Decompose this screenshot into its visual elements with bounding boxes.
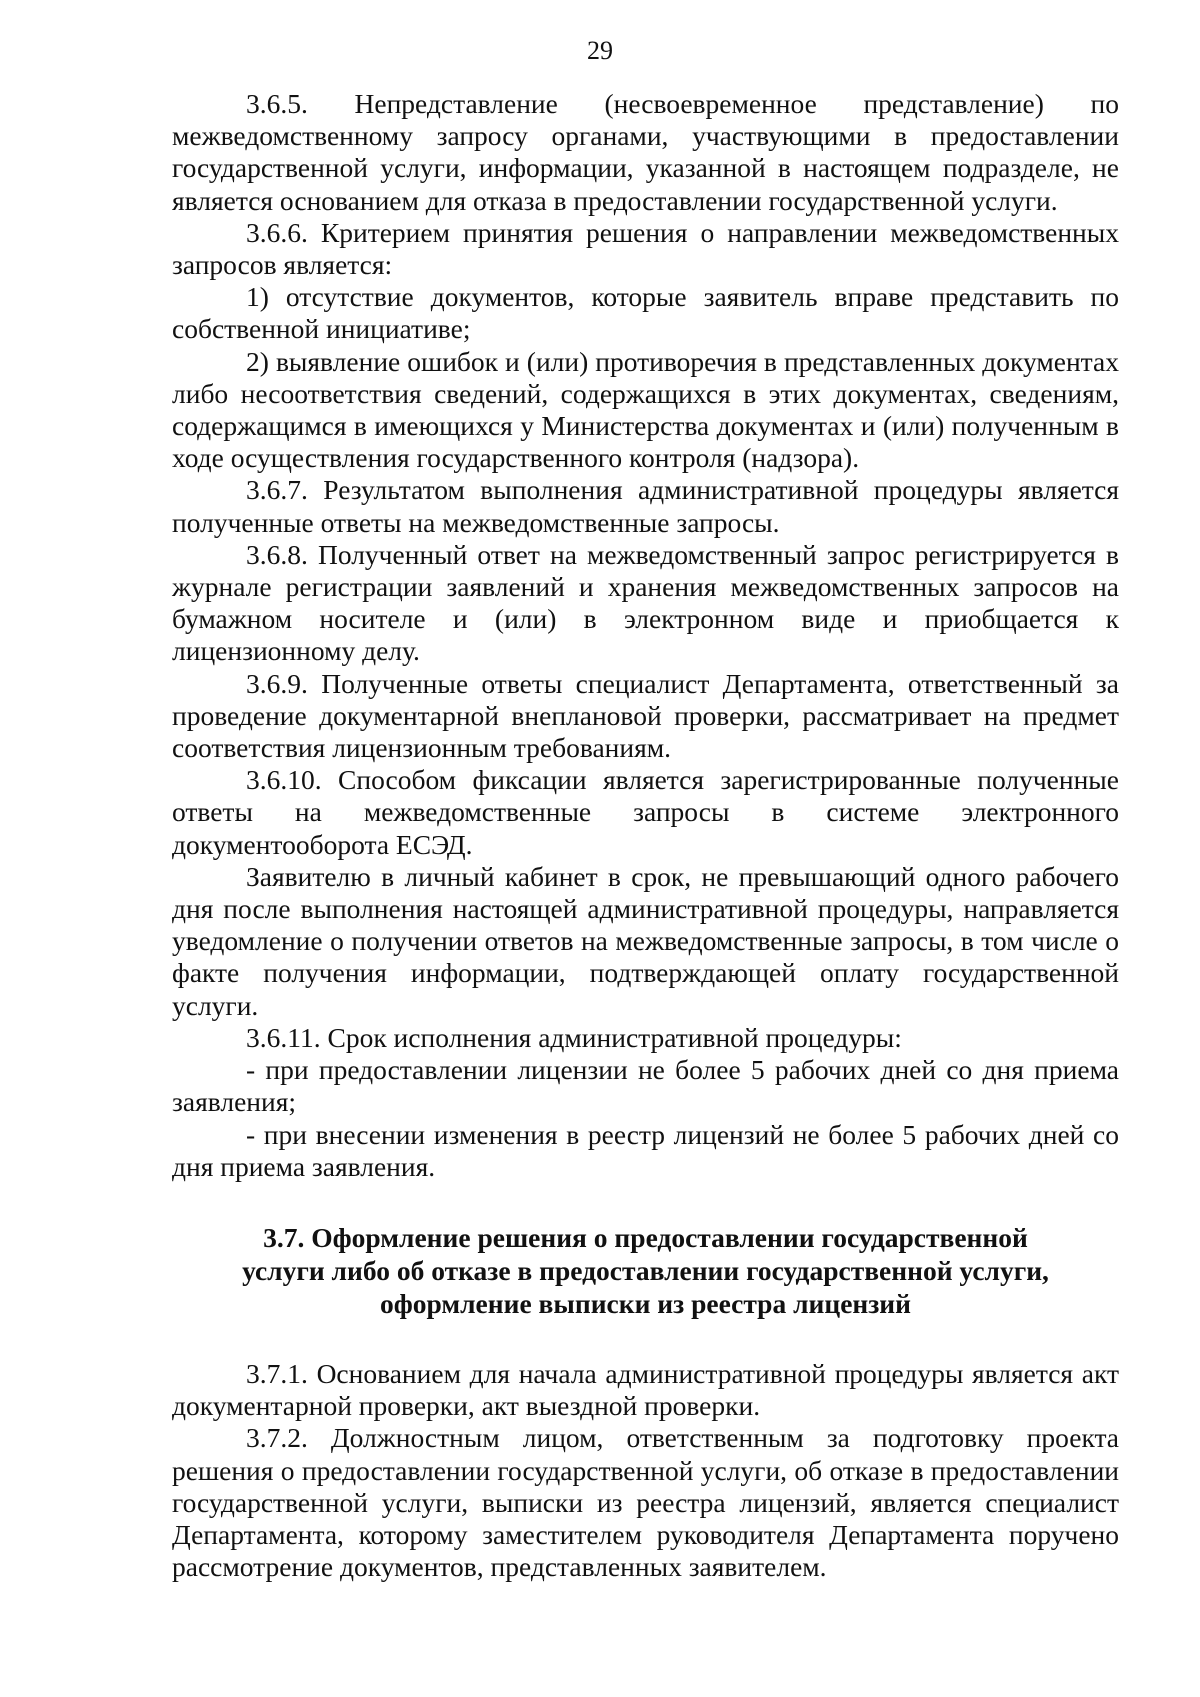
paragraph-3-6-9: 3.6.9. Полученные ответы специалист Департамента, ответственный за проведение документарной внеплановой проверки, рассматривает на предмет соответствия лицензионным требованиям. bbox=[172, 667, 1119, 764]
list-item-2: 2) выявление ошибок и (или) противоречия в представленных документах либо несоответствия сведений, содержащихся в этих документах, сведениям, содержащимся в имеющихся у Министерства документах и (или) полученным в ходе осуществления государственного контроля (надзора). bbox=[172, 345, 1119, 474]
list-item-registry-change: - при внесении изменения в реестр лицензий не более 5 рабочих дней со дня приема заявления. bbox=[172, 1118, 1119, 1182]
paragraph-3-7-1: 3.7.1. Основанием для начала административной процедуры является акт документарной проверки, акт выездной проверки. bbox=[172, 1357, 1119, 1422]
paragraph-3-6-10: 3.6.10. Способом фиксации является зарегистрированные полученные ответы на межведомственные запросы в системе электронного документооборота ЕСЭД. bbox=[172, 764, 1119, 860]
paragraph-3-6-7: 3.6.7. Результатом выполнения административной процедуры является полученные ответы на межведомственные запросы. bbox=[172, 474, 1119, 538]
paragraph-applicant-notice: Заявителю в личный кабинет в срок, не превышающий одного рабочего дня после выполнения настоящей административной процедуры, направляется уведомление о получении ответов на межведомственные запросы, в том числе о факте получения информации, подтверждающей оплату государственной услуги. bbox=[172, 860, 1119, 1021]
section-heading-line-2: услуги либо об отказе в предоставлении государственной услуги, bbox=[242, 1254, 1049, 1286]
paragraph-3-7-2: 3.7.2. Должностным лицом, ответственным за подготовку проекта решения о предоставлении государственной услуги, об отказе в предоставлении государственной услуги, выписки из реестра лицензий, является специалист Департамента, которому заместителем руководителя Департамента поручено рассмотрение документов, представленных заявителем. bbox=[172, 1422, 1119, 1583]
list-item-1: 1) отсутствие документов, которые заявитель вправе представить по собственной инициативе; bbox=[172, 281, 1119, 345]
page-number: 29 bbox=[587, 36, 613, 65]
paragraph-3-6-11: 3.6.11. Срок исполнения административной процедуры: bbox=[246, 1021, 902, 1053]
section-heading-line-1: 3.7. Оформление решения о предоставлении государственной bbox=[263, 1221, 1028, 1253]
document-body bbox=[172, 88, 1119, 1583]
section-heading-line-3: оформление выписки из реестра лицензий bbox=[379, 1287, 911, 1319]
paragraph-3-6-6: 3.6.6. Критерием принятия решения о направлении межведомственных запросов является: bbox=[172, 216, 1119, 281]
section-heading-3-7 bbox=[172, 1221, 1119, 1320]
paragraph-3-6-8: 3.6.8. Полученный ответ на межведомственный запрос регистрируется в журнале регистрации заявлений и хранения межведомственных запросов на бумажном носителе и (или) в электронном виде и приобщается к лицензионному делу. bbox=[172, 538, 1119, 667]
paragraph-3-6-5: 3.6.5. Непредставление (несвоевременное представление) по межведомственному запросу органами, участвующими в предоставлении государственной услуги, информации, указанной в настоящем подразделе, не является основанием для отказа в предоставлении государственной услуги. bbox=[172, 88, 1119, 216]
list-item-license-grant: - при предоставлении лицензии не более 5 рабочих дней со дня приема заявления; bbox=[172, 1054, 1119, 1118]
